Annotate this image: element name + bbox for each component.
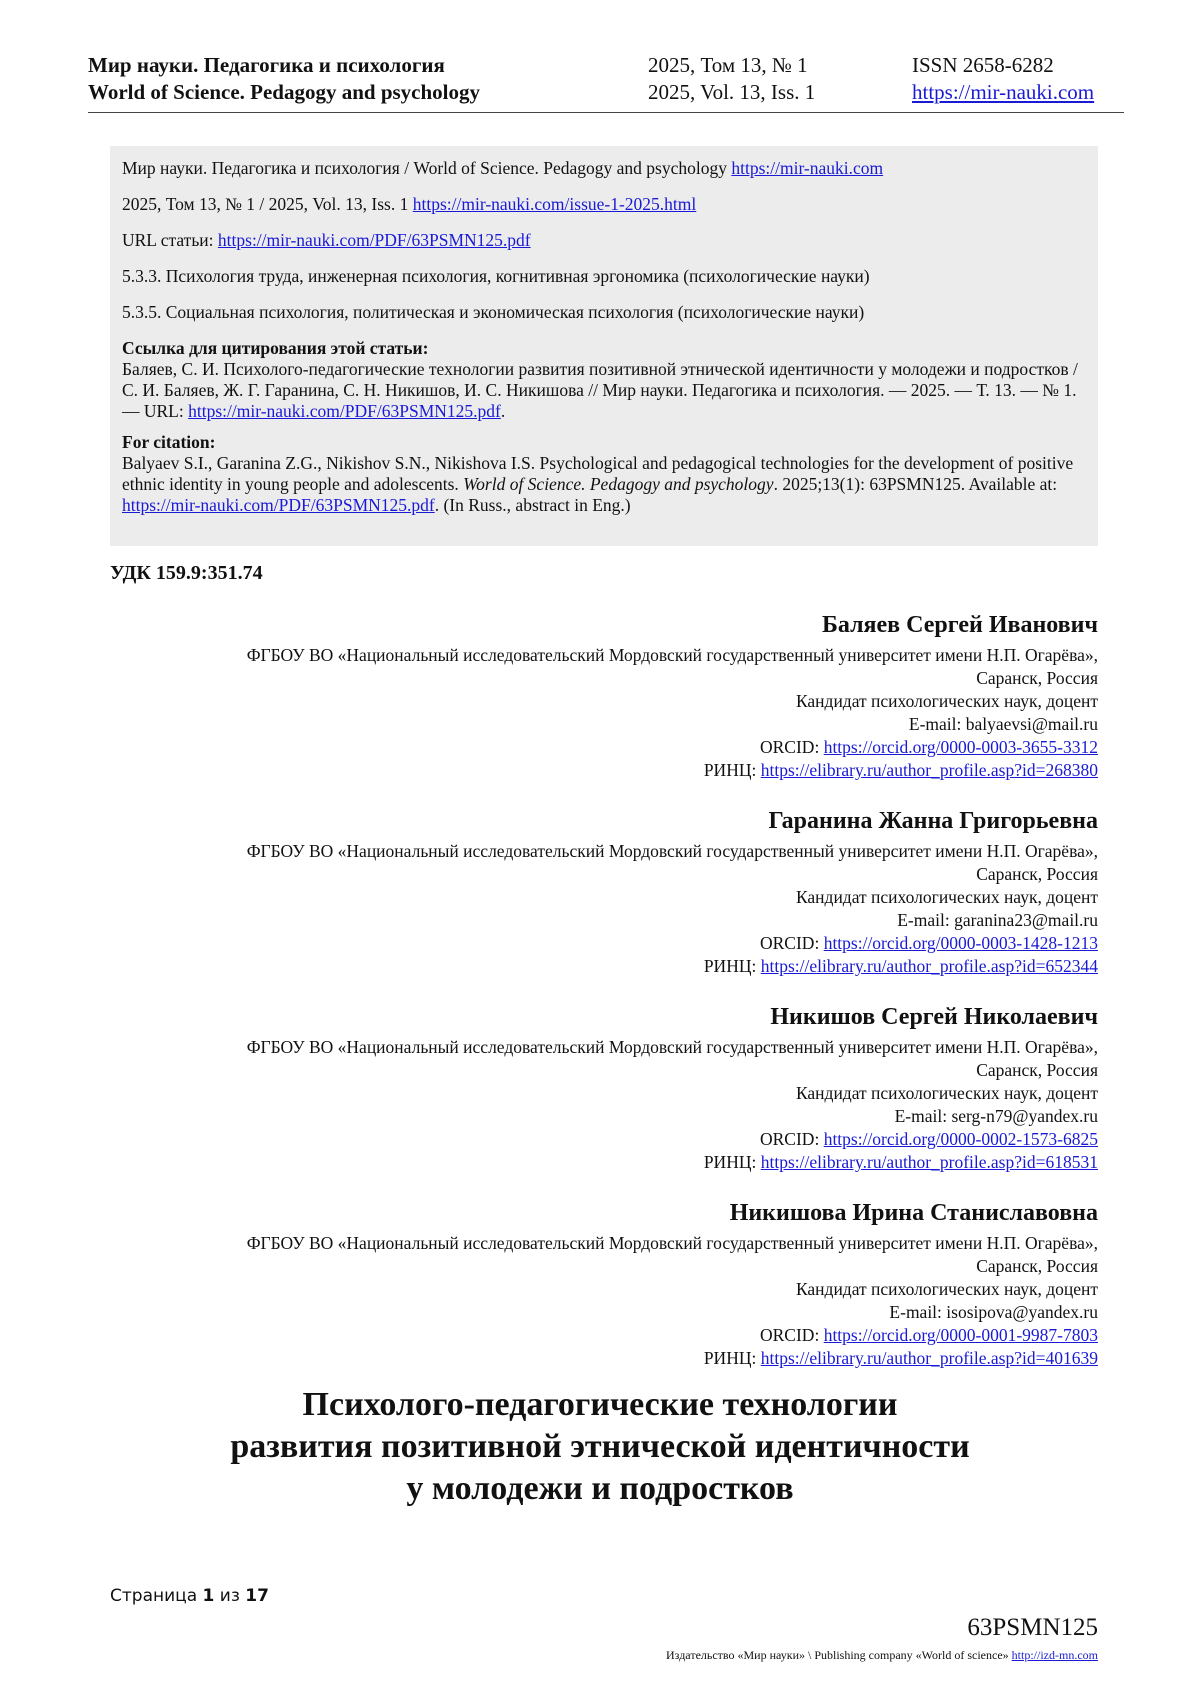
author-city: Саранск, Россия: [976, 1256, 1098, 1276]
author-rinc: [247, 759, 1098, 782]
udk-code: УДК 159.9:351.74: [110, 562, 263, 584]
issue-en: 2025, Vol. 13, Iss. 1: [648, 80, 816, 104]
orcid-link[interactable]: https://orcid.org/0000-0003-1428-1213: [823, 933, 1098, 953]
article-url-link[interactable]: https://mir-nauki.com/PDF/63PSMN125.pdf: [217, 230, 531, 250]
author-block: [247, 806, 1098, 978]
author-degree: Кандидат психологических наук, доцент: [795, 1083, 1098, 1103]
issn-block: [912, 52, 1094, 106]
author-name: Гаранина Жанна Григорьевна: [768, 808, 1098, 834]
author-email: E-mail: garanina23@mail.ru: [897, 910, 1098, 930]
url-line-text: URL статьи:: [122, 230, 218, 250]
author-orcid: [247, 736, 1098, 759]
citation-en-text2: . 2025;13(1): 63PSMN125. Available at:: [773, 474, 1058, 494]
url-line: [122, 230, 1086, 251]
citation-ru-text: Баляев, С. И. Психолого-педагогические технологии развития позитивной этнической идентичности у молодежи и подростков / С. И. Баляев, Ж. Г. Гаранина, С. Н. Никишов, И. С. Никишова // Мир науки. Педагогика и психология. — 2025. — Т. 13. — № 1. — URL:: [122, 359, 1078, 421]
rinc-label: РИНЦ:: [703, 1152, 761, 1172]
orcid-link[interactable]: https://orcid.org/0000-0001-9987-7803: [823, 1325, 1098, 1345]
issn: ISSN 2658-6282: [912, 53, 1054, 77]
article-title-line: Психолого-педагогические технологии: [302, 1386, 898, 1423]
author-block: [247, 1198, 1098, 1370]
rinc-label: РИНЦ:: [703, 956, 761, 976]
author-affiliation: ФГБОУ ВО «Национальный исследовательский Мордовский государственный университет имени Н.П. Огарёва»,: [246, 1037, 1098, 1057]
page-number: [110, 1586, 269, 1606]
author-affiliation: ФГБОУ ВО «Национальный исследовательский Мордовский государственный университет имени Н.П. Огарёва»,: [246, 1233, 1098, 1253]
rinc-link[interactable]: https://elibrary.ru/author_profile.asp?id=652344: [760, 956, 1098, 976]
journal-title-ru: Мир науки. Педагогика и психология: [88, 53, 445, 77]
specialty-1: 5.3.3. Психология труда, инженерная психология, когнитивная эргономика (психологические науки): [122, 266, 870, 286]
rinc-label: РИНЦ:: [703, 1348, 761, 1368]
orcid-label: ORCID:: [760, 737, 824, 757]
issue-ru: 2025, Том 13, № 1: [648, 53, 808, 77]
author-affiliation: ФГБОУ ВО «Национальный исследовательский Мордовский государственный университет имени Н.П. Огарёва»,: [246, 841, 1098, 861]
rinc-link[interactable]: https://elibrary.ru/author_profile.asp?id=268380: [760, 760, 1098, 780]
article-title-line: развития позитивной этнической идентичности: [230, 1428, 970, 1465]
author-degree: Кандидат психологических наук, доцент: [795, 887, 1098, 907]
author-rinc: [247, 1347, 1098, 1370]
page-current: 1: [202, 1586, 215, 1606]
author-affiliation: ФГБОУ ВО «Национальный исследовательский Мордовский государственный университет имени Н.П. Огарёва»,: [246, 645, 1098, 665]
citation-info-box: [110, 146, 1098, 546]
citation-ru-heading: Ссылка для цитирования этой статьи:: [122, 338, 429, 358]
journal-line: [122, 158, 1086, 179]
journal-title: [88, 52, 480, 106]
author-email: E-mail: isosipova@yandex.ru: [889, 1302, 1098, 1322]
citation-en-heading: For citation:: [122, 432, 216, 452]
issue-link[interactable]: https://mir-nauki.com/issue-1-2025.html: [412, 194, 697, 214]
issue-line-text: 2025, Том 13, № 1 / 2025, Vol. 13, Iss. 1: [122, 194, 413, 214]
citation-ru-end: .: [500, 401, 506, 421]
issue-info: [648, 52, 815, 106]
author-rinc: [247, 1151, 1098, 1174]
citation-ru: [122, 338, 1086, 422]
citation-ru-link[interactable]: https://mir-nauki.com/PDF/63PSMN125.pdf: [188, 401, 501, 421]
orcid-label: ORCID:: [760, 933, 824, 953]
article-title: [100, 1384, 1100, 1510]
author-block: [247, 1002, 1098, 1174]
page-sep: из: [214, 1586, 246, 1606]
author-name: Никишова Ирина Станиславовна: [729, 1200, 1098, 1226]
orcid-label: ORCID:: [760, 1129, 824, 1149]
rinc-link[interactable]: https://elibrary.ru/author_profile.asp?id=401639: [760, 1348, 1098, 1368]
author-name: Баляев Сергей Иванович: [821, 612, 1098, 638]
author-rinc: [247, 955, 1098, 978]
site-link[interactable]: https://mir-nauki.com: [912, 80, 1095, 104]
orcid-label: ORCID:: [760, 1325, 824, 1345]
page-total: 17: [245, 1586, 269, 1606]
journal-link[interactable]: https://mir-nauki.com: [731, 158, 884, 178]
journal-title-en: World of Science. Pedagogy and psychology: [88, 80, 481, 104]
author-city: Саранск, Россия: [976, 864, 1098, 884]
author-email: E-mail: serg-n79@yandex.ru: [894, 1106, 1098, 1126]
rinc-label: РИНЦ:: [703, 760, 761, 780]
publisher-line: [666, 1648, 1098, 1663]
publisher-link[interactable]: http://izd-mn.com: [1011, 1648, 1098, 1662]
author-orcid: [247, 1128, 1098, 1151]
page-prefix: Страница: [110, 1586, 203, 1606]
author-degree: Кандидат психологических наук, доцент: [795, 691, 1098, 711]
orcid-link[interactable]: https://orcid.org/0000-0002-1573-6825: [823, 1129, 1098, 1149]
author-city: Саранск, Россия: [976, 1060, 1098, 1080]
specialty-2: 5.3.5. Социальная психология, политическая и экономическая психология (психологические науки): [122, 302, 865, 322]
citation-en-text1: Balyaev S.I., Garanina Z.G., Nikishov S.N., Nikishova I.S. Psychological and pedagogical technologies for the development of positive ethnic identity in young people and adolescents.: [122, 453, 1074, 494]
author-email: E-mail: balyaevsi@mail.ru: [908, 714, 1098, 734]
page-header: [88, 52, 1124, 113]
citation-en-end: . (In Russ., abstract in Eng.): [434, 495, 631, 515]
author-degree: Кандидат психологических наук, доцент: [795, 1279, 1098, 1299]
issue-line: [122, 194, 1086, 215]
author-orcid: [247, 932, 1098, 955]
citation-en: [122, 432, 1086, 516]
author-city: Саранск, Россия: [976, 668, 1098, 688]
author-name: Никишов Сергей Николаевич: [770, 1004, 1098, 1030]
rinc-link[interactable]: https://elibrary.ru/author_profile.asp?id=618531: [760, 1152, 1098, 1172]
citation-en-journal: World of Science. Pedagogy and psychology: [463, 474, 774, 494]
article-code: 63PSMN125: [967, 1614, 1098, 1641]
orcid-link[interactable]: https://orcid.org/0000-0003-3655-3312: [823, 737, 1098, 757]
author-block: [247, 610, 1098, 782]
article-title-line: у молодежи и подростков: [406, 1470, 794, 1507]
publisher-text: Издательство «Мир науки» \ Publishing company «World of science»: [666, 1648, 1012, 1662]
citation-en-link[interactable]: https://mir-nauki.com/PDF/63PSMN125.pdf: [122, 495, 435, 515]
journal-line-text: Мир науки. Педагогика и психология / World of Science. Pedagogy and psychology: [122, 158, 732, 178]
author-orcid: [247, 1324, 1098, 1347]
